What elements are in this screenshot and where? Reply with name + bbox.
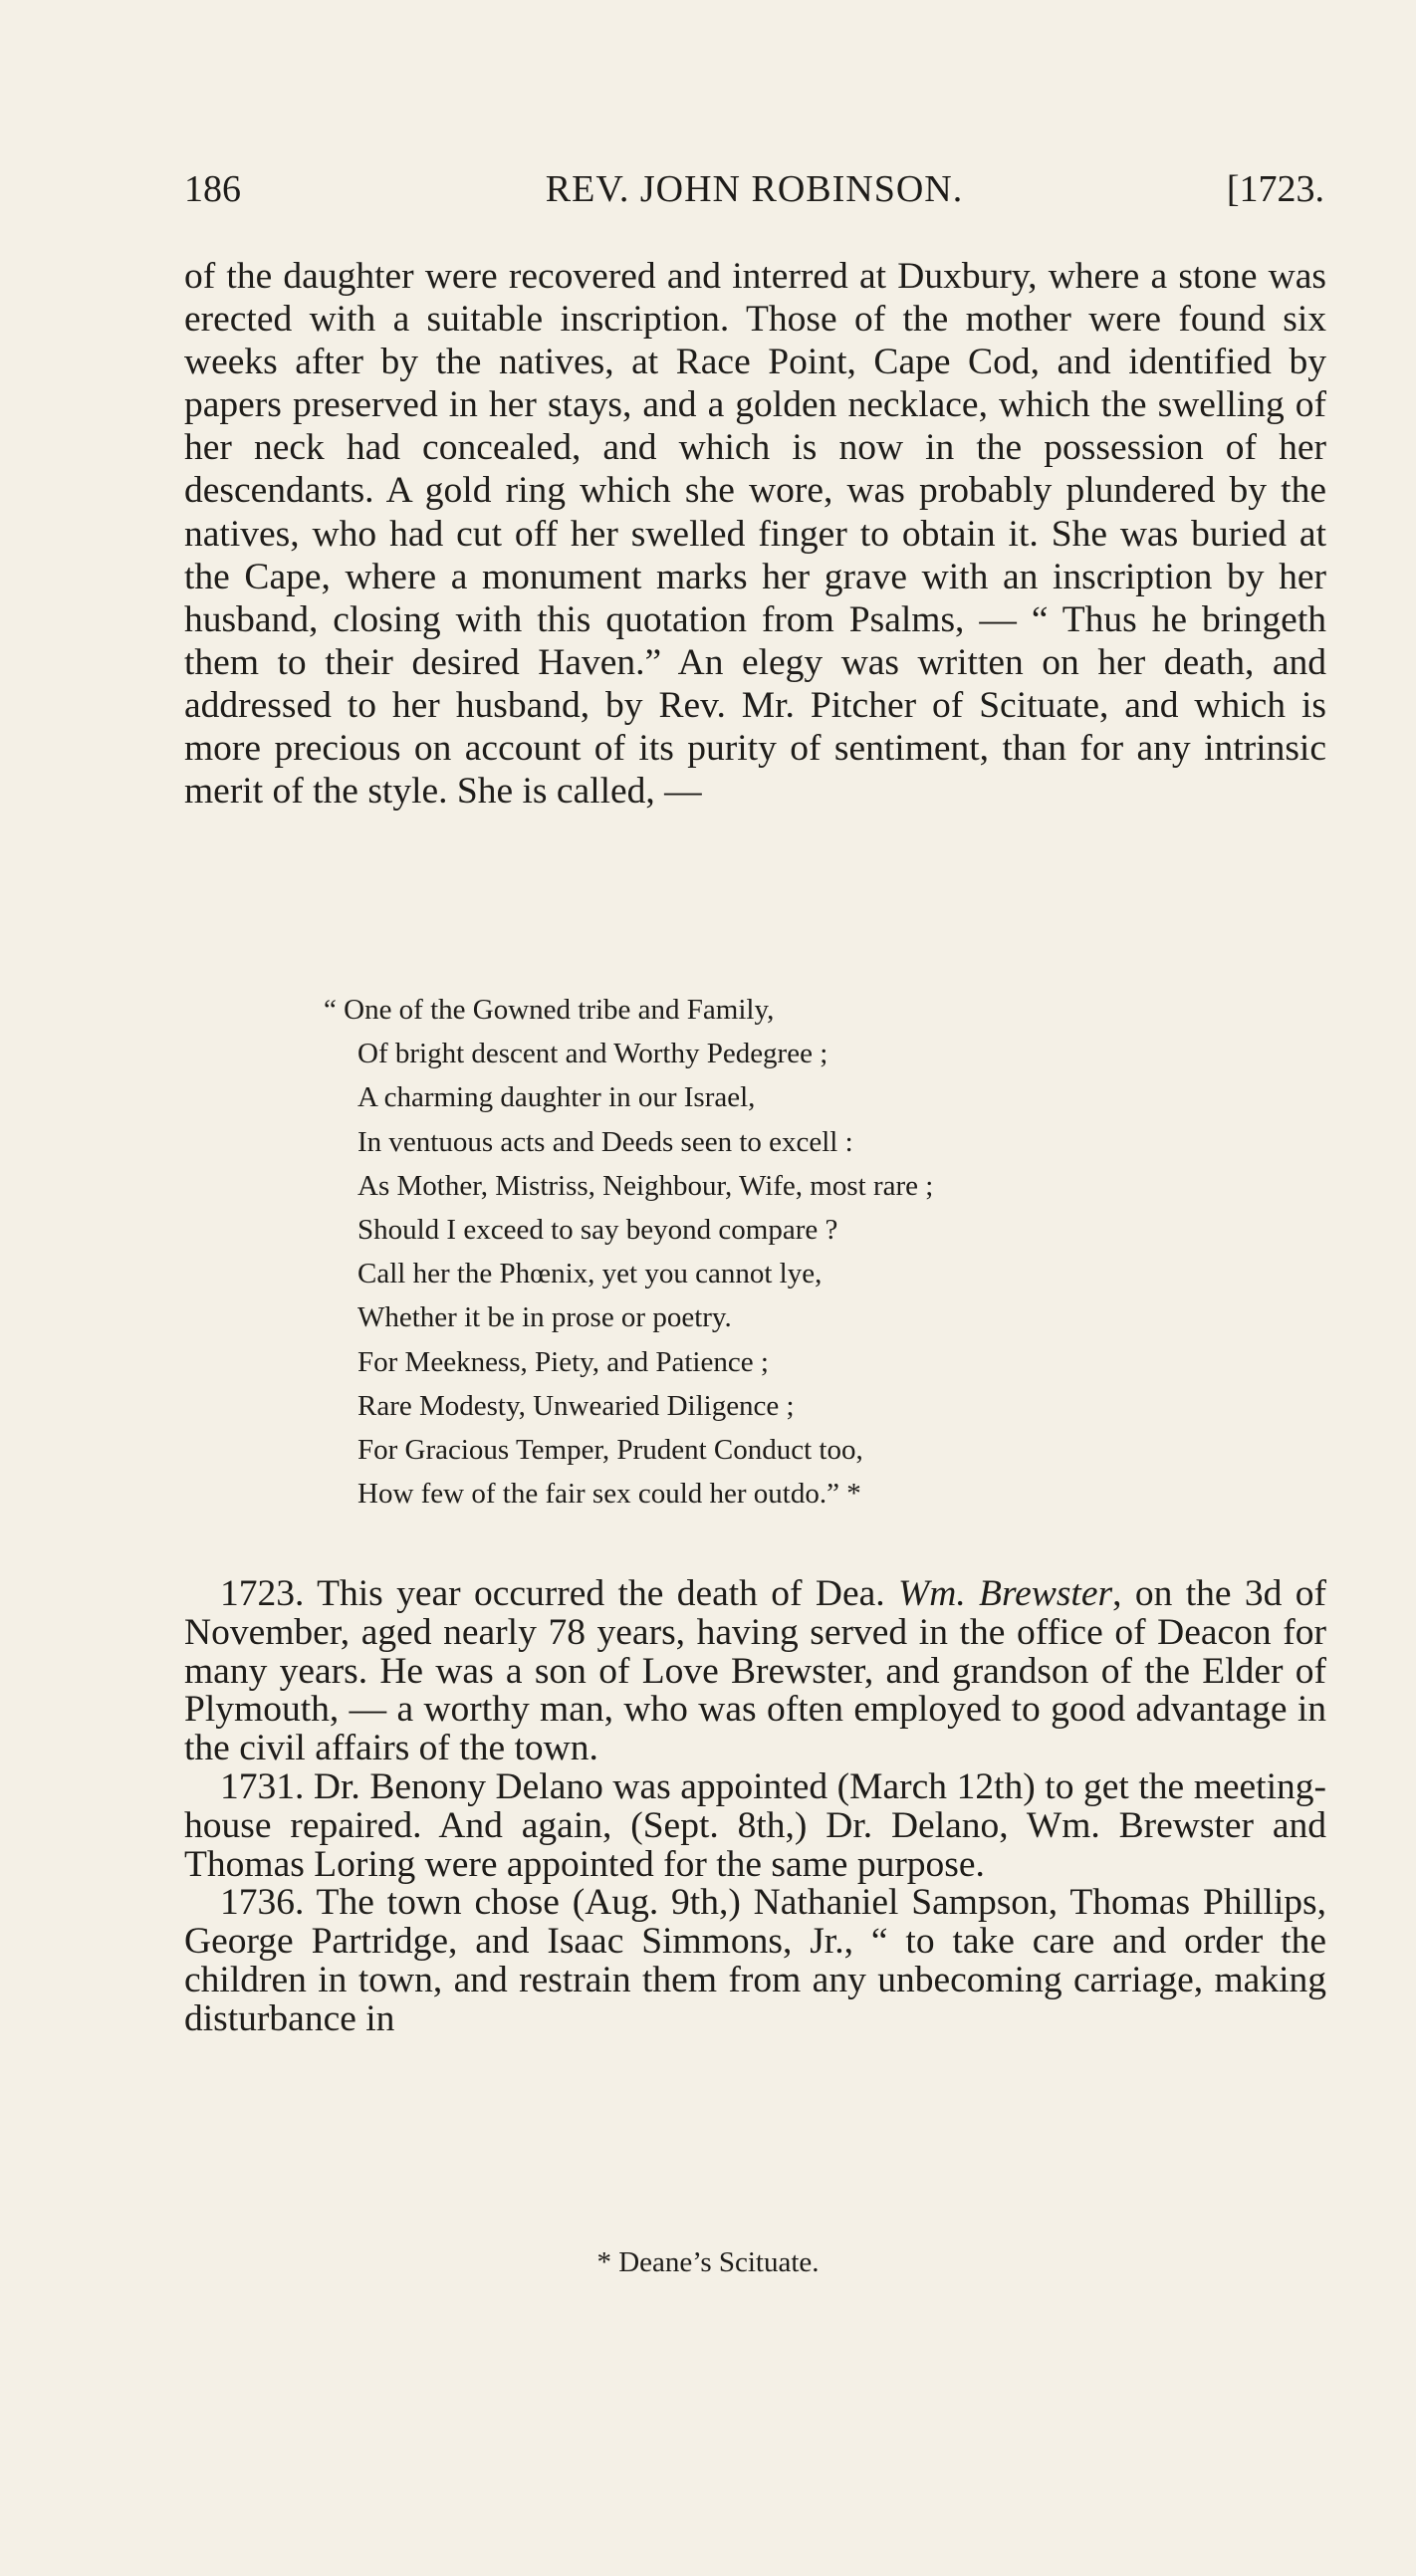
poem-line: Should I exceed to say beyond compare ? — [357, 1214, 838, 1247]
body-text-top — [184, 255, 1326, 813]
entry-1723-rest: , on the 3d of November, aged nearly 78 years, having served in the office of Deacon for many years. He was a son of Love Brewster, and grandson of the Elder of Plymouth, — a worthy man, who was often employed to good advantage in the civil affairs of the town. — [184, 1573, 1326, 1769]
poem-line: Call her the Phœnix, yet you cannot lye, — [357, 1258, 823, 1290]
poem-line: Whether it be in prose or poetry. — [357, 1301, 732, 1334]
entry-1723-lead: 1723. This year occurred the death of Dea. — [220, 1573, 898, 1614]
poem-line: How few of the fair sex could her outdo.” * — [357, 1478, 861, 1511]
poem-line: “ One of the Gowned tribe and Family, — [324, 994, 775, 1026]
entry-1723-name: Wm. Brewster — [898, 1573, 1113, 1614]
footnote: * Deane’s Scituate. — [596, 2246, 820, 2278]
entry-1723 — [184, 1575, 1326, 1768]
poem-line: As Mother, Mistriss, Neighbour, Wife, most rare ; — [357, 1169, 934, 1202]
running-title: REV. JOHN ROBINSON. — [545, 168, 964, 210]
header-year: [1723. — [1226, 168, 1324, 210]
page-number: 186 — [184, 168, 241, 210]
poem-line: Rare Modesty, Unwearied Diligence ; — [357, 1389, 795, 1422]
elegy-poem — [324, 988, 1220, 1516]
poem-line: For Gracious Temper, Prudent Conduct too, — [357, 1434, 863, 1467]
body-text-bottom — [184, 1575, 1326, 2039]
poem-line: For Meekness, Piety, and Patience ; — [357, 1345, 769, 1378]
poem-line: Of bright descent and Worthy Pedegree ; — [357, 1038, 828, 1070]
poem-line: A charming daughter in our Israel, — [357, 1081, 756, 1114]
entry-1736: 1736. The town chose (Aug. 9th,) Nathaniel Sampson, Thomas Phillips, George Partridge, and Isaac Simmons, Jr., “ to take care and order the children in town, and restrain them from any unbecoming carriage, making disturbance in — [184, 1882, 1326, 2039]
entry-1731: 1731. Dr. Benony Delano was appointed (March 12th) to get the meeting-house repaired. And again, (Sept. 8th,) Dr. Delano, Wm. Brewster and Thomas Loring were appointed for the same purpose. — [184, 1765, 1326, 1885]
running-header — [184, 167, 1324, 217]
paragraph-1: of the daughter were recovered and interred at Duxbury, where a stone was erected with a suitable inscription. Those of the mother were found six weeks after by the natives, at Race Point, Cape Cod, and identified by papers preserved in her stays, and a golden necklace, which the swelling of her neck had concealed, and which is now in the possession of her descendants. A gold ring which she wore, was probably plundered by the natives, who had cut off her swelled finger to obtain it. She was buried at the Cape, where a monument marks her grave with an inscription by her husband, closing with this quotation from Psalms, — “ Thus he bringeth them to their desired Haven.” An elegy was written on her death, and addressed to her husband, by Rev. Mr. Pitcher of Scituate, and which is more precious on account of its purity of sentiment, than for any intrinsic merit of the style. She is called, — — [184, 256, 1326, 813]
poem-line: In ventuous acts and Deeds seen to excell : — [357, 1125, 853, 1158]
